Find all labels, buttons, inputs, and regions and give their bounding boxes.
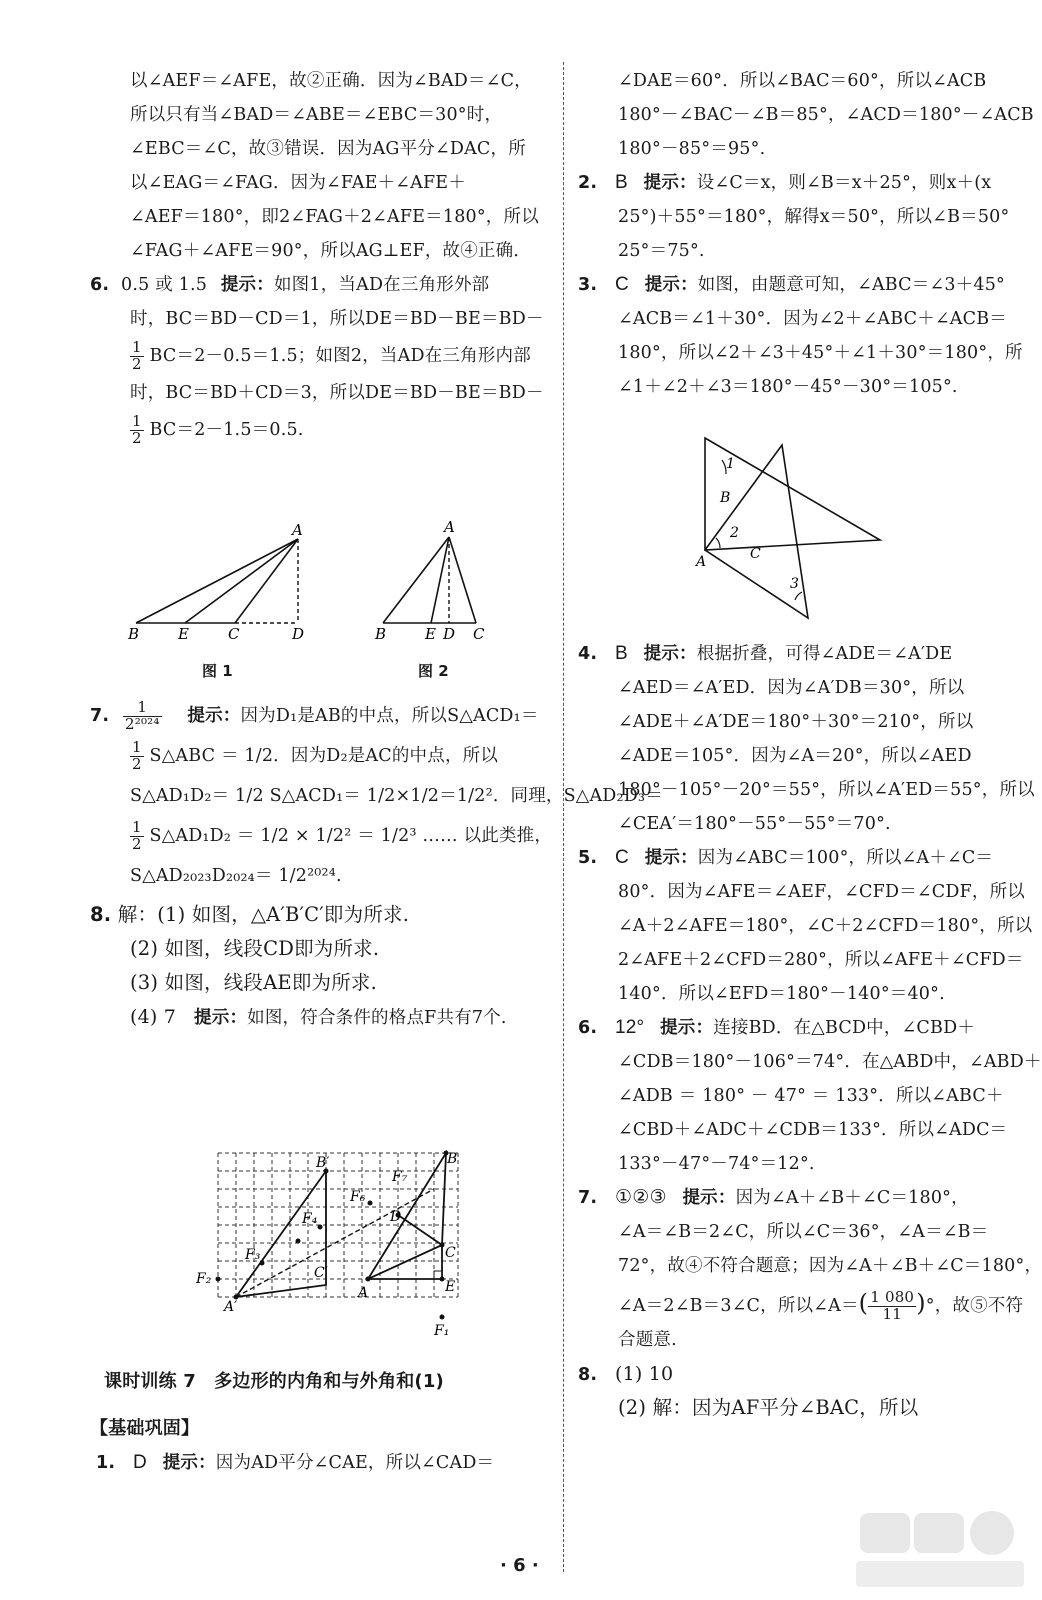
svg-text:B: B — [720, 490, 731, 506]
text-line: 因为D₁是AB的中点，所以S△ACD₁＝ — [240, 706, 539, 726]
watermark-logo-icon — [850, 1505, 1030, 1595]
answer: 12° — [615, 1017, 645, 1038]
question-number: 8. — [90, 903, 112, 926]
svg-text:A: A — [444, 518, 455, 536]
text-line: 180°，所以∠2＋∠3＋45°＋∠1＋30°＝180°，所 — [618, 343, 1023, 363]
left-column — [90, 64, 552, 450]
text-line: S△AD₂₀₂₃D₂₀₂₄＝ 1/2²⁰²⁴. — [130, 866, 342, 886]
text-line: 25°)＋55°＝180°，解得x＝50°，所以∠B＝50° — [618, 207, 1010, 227]
sub-title: 【基础巩固】 — [90, 1418, 200, 1439]
hint-label: 提示： — [644, 848, 698, 868]
right-column-part-2 — [578, 637, 1042, 1425]
question-5: 5. C 提示：因为∠ABC＝100°，所以∠A＋∠C＝ — [578, 847, 994, 868]
figure-1-caption: 图 1 — [202, 662, 233, 680]
svg-text:B′: B′ — [316, 1155, 330, 1171]
fraction: $\frac{1}{2}$ — [132, 338, 142, 373]
text-line: (2) 解：因为AF平分∠BAC，所以 — [618, 1396, 919, 1419]
svg-text:D: D — [443, 625, 456, 643]
text-line: ∠ADE＝105°．因为∠A＝20°，所以∠AED — [618, 746, 972, 766]
svg-text:E: E — [445, 1279, 456, 1295]
hint-label: 提示： — [194, 1008, 248, 1028]
question-number: 3. — [578, 275, 598, 295]
text-line: ∠AEF＝180°，即2∠FAG＋2∠AFE＝180°，所以 — [130, 207, 539, 227]
svg-text:1: 1 — [726, 456, 735, 472]
answer: C — [615, 274, 629, 295]
question-2: 2. B 提示：设∠C＝x，则∠B＝x＋25°，则x＋(x — [578, 172, 992, 193]
triangle-figure-1 — [120, 515, 320, 645]
hint-label: 提示： — [660, 1018, 714, 1038]
text-line: ∠DAE＝60°．所以∠BAC＝60°，所以∠ACB — [618, 71, 987, 91]
text-line: ∠ADE＋∠A′DE＝180°＋30°＝210°，所以 — [618, 712, 974, 732]
question-3: 3. C 提示：如图，由题意可知，∠ABC＝∠3＋45° — [578, 274, 1005, 295]
figure-2-caption: 图 2 — [418, 662, 449, 680]
text-line: 时，BC＝BD＋CD＝3，所以DE＝BD－BE＝BD－ — [130, 383, 544, 403]
text-line: ∠CBD＋∠ADC＋∠CDB＝133°．所以∠ADC＝ — [618, 1120, 1008, 1140]
text-line: ∠A＝2∠B＝3∠C，所以∠A＝( $\frac{1 080}{11}$ )°，故⑤不符 — [618, 1288, 1024, 1323]
text-line: (2) 如图，线段CD即为所求. — [130, 937, 380, 960]
text-line: 180°－∠BAC－∠B＝85°，∠ACD＝180°－∠ACB — [618, 105, 1034, 125]
text-line: 72°，故④不符合题意；因为∠A＋∠B＋∠C＝180°， — [618, 1256, 1042, 1276]
svg-text:3: 3 — [790, 576, 799, 592]
text-line: 180°－85°＝95°. — [618, 139, 766, 159]
question-number: 6. — [90, 275, 110, 295]
svg-text:F₃: F₃ — [245, 1247, 261, 1263]
text-line: $\frac{1}{2}$ BC＝2－1.5＝0.5. — [132, 412, 304, 447]
right-column — [578, 64, 1038, 404]
answer: B — [615, 643, 628, 664]
text-line: 如图1，当AD在三角形外部 — [273, 275, 490, 295]
svg-text:F₂: F₂ — [196, 1271, 212, 1287]
svg-text:F₇: F₇ — [392, 1169, 408, 1185]
question-number: 1. — [96, 1453, 116, 1473]
fraction: $\frac{1 080}{11}$ — [870, 1288, 915, 1323]
svg-text:2: 2 — [730, 525, 739, 541]
text-line: 时，BC＝BD－CD＝1，所以DE＝BD－BE＝BD－ — [130, 309, 544, 329]
text-line: ∠A＝∠B＝2∠C，所以∠C＝36°，∠A＝∠B＝ — [618, 1222, 989, 1242]
svg-text:B: B — [128, 625, 140, 643]
text-line: ∠A＋2∠AFE＝180°，∠C＋2∠CFD＝180°，所以 — [618, 916, 1033, 936]
svg-text:A: A — [696, 554, 707, 570]
text-line: 以∠EAG＝∠FAG．因为∠FAE＋∠AFE＋ — [130, 173, 466, 193]
hint-label: 提示： — [220, 275, 274, 295]
hint-label: 提示： — [682, 1188, 736, 1208]
page-number: · 6 · — [500, 1555, 539, 1576]
svg-text:C: C — [750, 546, 761, 562]
text-line: ∠FAG＋∠AFE＝90°，所以AG⊥EF，故④正确． — [130, 241, 532, 261]
text-line: S△AD₁D₂＝ 1/2 S△ACD₁＝ 1/2×1/2＝1/2²．同理，S△AD₂D₃＝ — [130, 786, 663, 806]
fraction: $\frac{1}{2}$ — [132, 738, 142, 773]
text-line: 2∠AFE＋2∠CFD＝280°，所以∠AFE＋∠CFD＝ — [618, 950, 1024, 970]
text-line: $\frac{1}{2}$ S△AD₁D₂ ＝ 1/2 × 1/2² ＝ 1/2³ …… 以此类推， — [132, 818, 553, 853]
question-8 — [90, 898, 552, 932]
left-column-part-3 — [90, 1362, 552, 1480]
svg-text:A′: A′ — [224, 1299, 238, 1315]
svg-text:C: C — [473, 625, 485, 643]
triangles-figure — [690, 430, 890, 630]
section-title: 课时训练 7 多边形的内角和与外角和(1) — [104, 1371, 444, 1392]
svg-text:E: E — [178, 625, 189, 643]
text-line: ∠EBC＝∠C，故③错误．因为AG平分∠DAC，所 — [130, 139, 526, 159]
question-7: 7. ①②③ 提示：因为∠A＋∠B＋∠C＝180°， — [578, 1187, 969, 1208]
text-line: ∠ADB ＝ 180° － 47° ＝ 133°．所以∠ABC＋ — [618, 1086, 1004, 1106]
svg-text:F₆: F₆ — [350, 1189, 366, 1205]
question-8: 8. (1) 10 — [578, 1363, 674, 1385]
svg-text:A: A — [292, 521, 303, 539]
question-1: 1. D 提示：因为AD平分∠CAE，所以∠CAD＝ — [96, 1452, 495, 1473]
text-line: 80°．因为∠AFE＝∠AEF，∠CFD＝∠CDF，所以 — [618, 882, 1026, 902]
hint-label: 提示： — [643, 644, 697, 664]
text-line: $\frac{1}{2}$ BC＝2－0.5＝1.5；如图2，当AD在三角形内部 — [132, 338, 531, 373]
answer: ①②③ — [615, 1187, 667, 1208]
text-line: 以∠AEF＝∠AFE，故②正确．因为∠BAD＝∠C， — [130, 71, 532, 91]
text-line: 所以只有当∠BAD＝∠ABE＝∠EBC＝30°时， — [130, 105, 503, 125]
hint-label: 提示： — [162, 1453, 216, 1473]
text-line: ∠AED＝∠A′ED．因为∠A′DB＝30°，所以 — [618, 678, 965, 698]
question-number: 4. — [578, 644, 598, 664]
answer: 0.5 或 1.5 — [121, 275, 208, 295]
text-line: 180°－105°－20°＝55°，所以∠A′ED＝55°，所以 — [618, 780, 1035, 800]
question-number: 2. — [578, 173, 598, 193]
text-line: $\frac{1}{2}$ S△ABC ＝ 1/2．因为D₂是AC的中点，所以 — [132, 738, 499, 773]
hint-label: 提示： — [187, 706, 241, 726]
svg-text:F₄: F₄ — [302, 1211, 318, 1227]
text-line: 140°．所以∠EFD＝180°－140°＝40°. — [618, 984, 945, 1004]
text-line: (3) 如图，线段AE即为所求. — [130, 971, 378, 994]
text-line: (4) 7 提示：如图，符合条件的格点F共有7个. — [130, 1006, 507, 1028]
text-line: ∠CDB＝180°－106°＝74°．在△ABD中，∠ABD＋ — [618, 1052, 1042, 1072]
svg-text:C: C — [228, 625, 240, 643]
triangle-figure-2 — [365, 515, 500, 645]
grid-figure — [190, 1145, 480, 1345]
svg-text:B: B — [375, 625, 387, 643]
answer: B — [615, 172, 628, 193]
text-line: 合题意. — [618, 1330, 677, 1350]
answer-fraction: $\frac{1}{\text{2²⁰²⁴}}$ — [125, 698, 160, 733]
text-line: ∠ACB＝∠1＋30°．因为∠2＋∠ABC＋∠ACB＝ — [618, 309, 1007, 329]
svg-text:C′: C′ — [314, 1265, 328, 1281]
text-line: ∠CEA′＝180°－55°－55°＝70°. — [618, 814, 891, 834]
fraction: $\frac{1}{2}$ — [132, 412, 142, 447]
answer: C — [615, 847, 629, 868]
svg-text:F₁: F₁ — [434, 1323, 450, 1339]
question-number: 8. — [578, 1365, 598, 1385]
question-number: 5. — [578, 848, 598, 868]
answer: D — [133, 1452, 147, 1473]
question-number: 7. — [90, 706, 110, 726]
hint-label: 提示： — [643, 173, 697, 193]
svg-text:D: D — [390, 1209, 402, 1225]
left-column-part-2 — [90, 696, 663, 1034]
column-divider — [563, 62, 564, 1572]
question-6 — [90, 268, 552, 302]
svg-text:E: E — [425, 625, 436, 643]
svg-text:B: B — [447, 1151, 458, 1167]
svg-text:D: D — [292, 625, 305, 643]
fraction: $\frac{1}{2}$ — [132, 818, 142, 853]
svg-text:A: A — [358, 1285, 369, 1301]
question-4: 4. B 提示：根据折叠，可得∠ADE＝∠A′DE — [578, 643, 953, 664]
text-line: ∠1＋∠2＋∠3＝180°－45°－30°＝105°. — [618, 377, 958, 397]
question-number: 6. — [578, 1018, 598, 1038]
svg-text:C: C — [445, 1245, 456, 1261]
question-7 — [90, 696, 552, 736]
text-line: 25°＝75°. — [618, 241, 705, 261]
text-line: 解：(1) 如图，△A′B′C′即为所求. — [117, 903, 410, 926]
question-number: 7. — [578, 1188, 598, 1208]
hint-label: 提示： — [644, 275, 698, 295]
text-line: 133°－47°－74°＝12°. — [618, 1154, 815, 1174]
question-6: 6. 12° 提示：连接BD．在△BCD中，∠CBD＋ — [578, 1017, 976, 1038]
